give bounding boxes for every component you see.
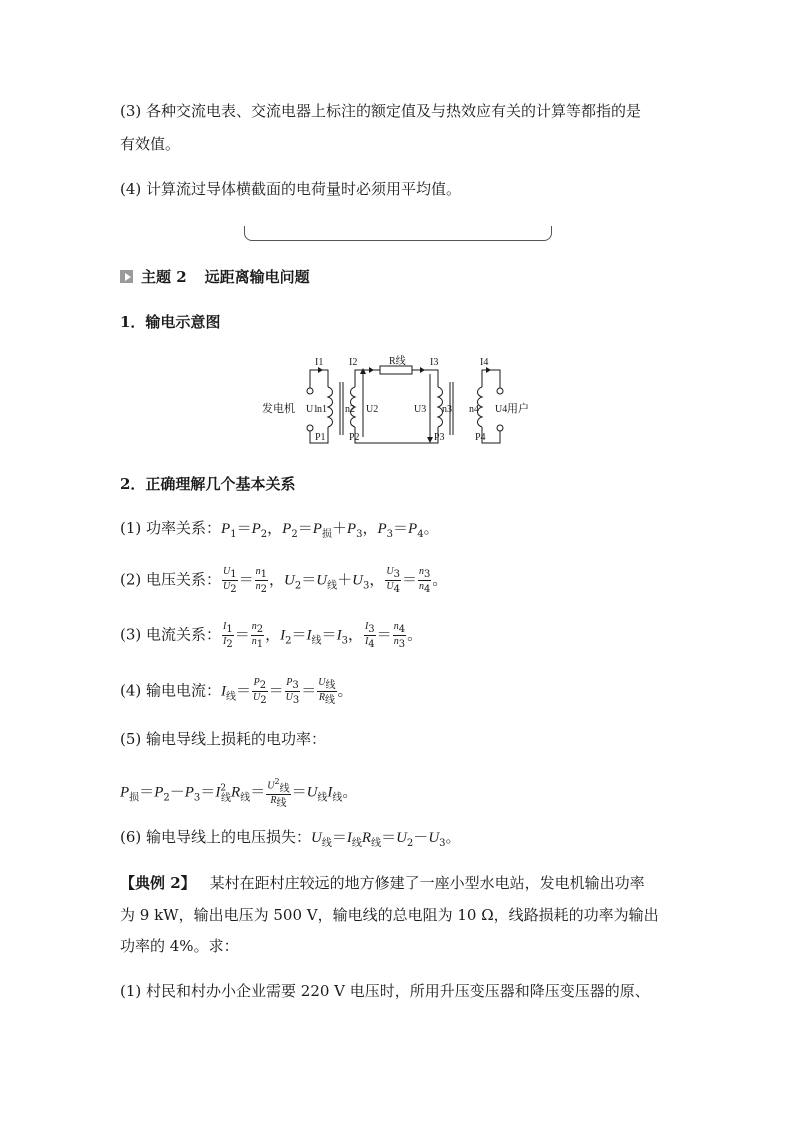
resistor-label: R线 [389, 356, 406, 367]
label-i3: I3 [430, 357, 439, 368]
section-divider [244, 226, 552, 241]
power-loss-heading: (5) 输电导线上损耗的电功率： [120, 730, 327, 748]
generator-terminal-top [307, 388, 313, 394]
transmission-current-label: (4) 输电电流： [120, 681, 222, 700]
label-u2: U2 [366, 404, 379, 415]
topic-label: 主题 2 [141, 268, 187, 286]
topic-title: 远距离输电问题 [204, 268, 310, 286]
user-terminal-top [497, 388, 503, 394]
section-1-heading: 1．输电示意图 [120, 313, 221, 331]
transmission-bottom-wire [355, 427, 438, 443]
user-terminal-bottom [497, 425, 503, 431]
section-2-heading: 2．正确理解几个基本关系 [120, 475, 296, 493]
user-label: 用户 [507, 402, 529, 415]
label-u3: U3 [414, 404, 427, 415]
label-u1: U1 [306, 404, 319, 415]
label-u4: U4 [495, 404, 508, 415]
voltage-arrow-u3 [427, 437, 433, 443]
label-p3: P3 [434, 432, 445, 443]
example-question-1: (1) 村民和村办小企业需要 220 V 电压时，所用升压变压器和降压变压器的原、 [120, 982, 650, 1000]
label-n2: n2 [345, 404, 355, 415]
label-p2: P2 [349, 432, 360, 443]
topic-heading [120, 266, 310, 287]
transmission-current: (4) 输电电流：$I_线=$ $\frac{P_2}{U_2}$ ＝ $\frac{P_3}{U_3}$ ＝ $\frac{U_线}{R_线}$ 。 [120, 677, 353, 706]
label-i1: I1 [315, 357, 324, 368]
voltage-relation: (2) 电压关系： $\frac{U_1}{U_2}$ ＝ $\frac{n_1}{n_2}$ ，$U_2=U_线+U_3$， $\frac{U_3}{U_4}$ ＝ $\frac{n_3}{n_4}$ 。 [120, 566, 448, 595]
voltage-relation-label: (2) 电压关系： [120, 570, 222, 589]
power-relation: (1) 功率关系：$P_1=P_2$，$P_2=P_损+P_3$，$P_3=P_4$。 [120, 519, 439, 540]
paragraph-3-line-1: (3) 各种交流电表、交流电器上标注的额定值及与热效应有关的计算等都指的是 [120, 102, 642, 120]
power-relation-label: (1) 功率关系： [120, 519, 222, 537]
current-arrow-i3 [420, 367, 425, 373]
line-resistor [380, 366, 412, 374]
label-n4: n4 [469, 404, 479, 415]
label-n3: n3 [442, 404, 452, 415]
play-triangle-icon [120, 270, 133, 283]
example-line-2: 为 9 kW，输出电压为 500 V，输电线的总电阻为 10 Ω，线路损耗的功率为输出 [120, 906, 659, 924]
paragraph-4: (4) 计算流过导体横截面的电荷量时必须用平均值。 [120, 180, 462, 198]
power-loss-formula: $P_损=P_2-P_3=I^2_线R_线=$ $\frac{U^2_线}{R_线}$ $=U_线I_线$。 [120, 777, 358, 810]
example-line-1 [120, 872, 645, 894]
transmission-top-right-wire [412, 370, 438, 387]
voltage-arrow-u2 [360, 368, 366, 374]
transmission-top-left-wire [355, 370, 380, 387]
label-i4: I4 [480, 357, 489, 368]
label-i2: I2 [349, 357, 358, 368]
example-text-1: 某村在距村庄较远的地方修建了一座小型水电站，发电机输出功率 [209, 874, 645, 892]
current-relation-label: (3) 电流关系： [120, 625, 222, 644]
generator-top-wire [310, 370, 328, 388]
generator-terminal-bottom [307, 425, 313, 431]
primary-coil-n1 [328, 387, 333, 427]
voltage-drop-label: (6) 输电导线上的电压损失： [120, 828, 312, 846]
generator-label: 发电机 [262, 402, 295, 415]
example-tag: 【典例 2】 [120, 874, 196, 892]
user-top-wire [482, 370, 500, 388]
paragraph-3-line-2: 有效值。 [120, 135, 181, 153]
label-p1: P1 [315, 432, 326, 443]
label-n1: n1 [317, 404, 327, 415]
label-p4: P4 [475, 432, 486, 443]
current-arrow-i2 [369, 367, 374, 373]
transmission-circuit-diagram [258, 352, 538, 452]
example-line-3: 功率的 4%。求： [120, 937, 239, 955]
voltage-drop: (6) 输电导线上的电压损失：$U_线=I_线R_线=U_2-U_3$。 [120, 828, 461, 849]
current-relation: (3) 电流关系： $\frac{I_1}{I_2}$ ＝ $\frac{n_2}{n_1}$ ，$I_2=I_线=I_3$， $\frac{I_3}{I_4}$ ＝ $\frac{n_4}{n_3}$ 。 [120, 621, 423, 650]
